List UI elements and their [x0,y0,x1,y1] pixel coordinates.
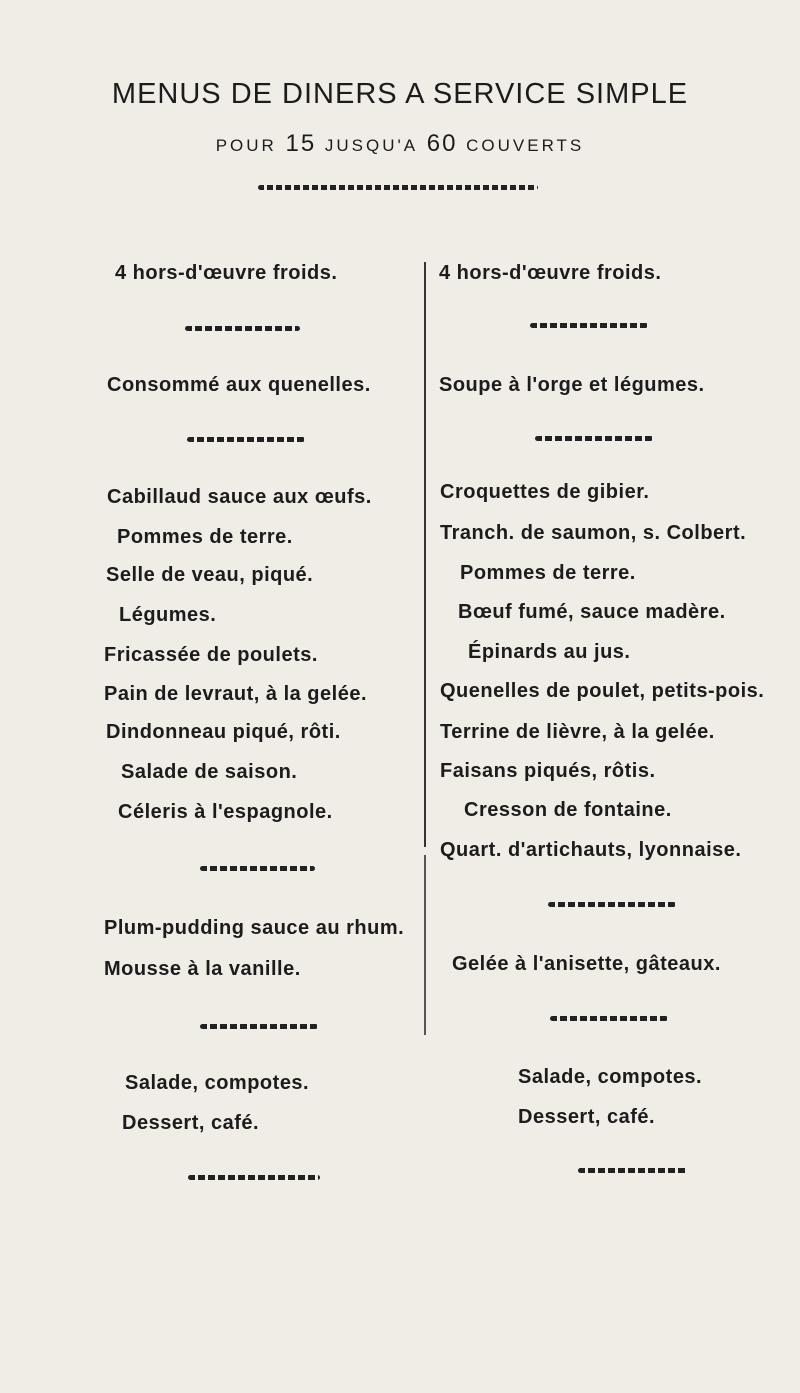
subtitle-max-covers: 60 [426,130,458,157]
menu-item: Cresson de fontaine. [464,799,672,821]
menu-item: 4 hors-d'œuvre froids. [439,262,662,284]
menu-item: Quenelles de poulet, petits-pois. [440,680,765,702]
course-divider [187,437,305,442]
menu-item: Tranch. de saumon, s. Colbert. [440,522,747,544]
course-divider [550,1016,668,1021]
menu-item: Selle de veau, piqué. [106,564,314,586]
subtitle-min-covers: 15 [285,130,317,157]
subtitle-couverts: COUVERTS [466,136,585,155]
subtitle-jusqu: JUSQU'A [324,136,419,155]
course-divider [578,1168,688,1173]
menu-item: Fricassée de poulets. [104,644,318,666]
menu-item: Cabillaud sauce aux œufs. [107,486,372,508]
menu-item: Pommes de terre. [460,562,636,584]
column-divider [424,262,426,847]
menu-item: Terrine de lièvre, à la gelée. [440,721,715,743]
menu-item: Consommé aux quenelles. [107,374,371,396]
menu-item: Quart. d'artichauts, lyonnaise. [440,839,742,861]
menu-item: 4 hors-d'œuvre froids. [115,262,338,284]
menu-item: Mousse à la vanille. [104,958,301,980]
menu-item: Croquettes de gibier. [440,481,650,503]
menu-item: Légumes. [119,604,217,626]
menu-item: Soupe à l'orge et légumes. [439,374,705,396]
page-title: MENUS DE DINERS A SERVICE SIMPLE [111,78,689,110]
course-divider [188,1175,320,1180]
course-divider [535,436,653,441]
menu-item: Dessert, café. [518,1106,656,1128]
menu-item: Salade, compotes. [518,1066,703,1088]
title-divider [258,185,538,190]
page-subtitle [0,130,800,158]
course-divider [548,902,676,907]
subtitle-pour: POUR [215,136,277,155]
menu-item: Céleris à l'espagnole. [118,801,333,823]
course-divider [530,323,648,328]
column-divider-lower [424,855,426,1035]
menu-item: Gelée à l'anisette, gâteaux. [452,953,721,975]
menu-item: Bœuf fumé, sauce madère. [458,601,726,623]
menu-item: Pommes de terre. [117,526,293,548]
menu-item: Salade de saison. [121,761,298,783]
menu-item: Pain de levraut, à la gelée. [104,683,368,705]
menu-item: Épinards au jus. [468,641,631,663]
course-divider [200,866,315,871]
menu-item: Dindonneau piqué, rôti. [106,721,341,743]
menu-item: Salade, compotes. [125,1072,310,1094]
course-divider [185,326,300,331]
menu-item: Plum-pudding sauce au rhum. [104,917,405,939]
menu-item: Faisans piqués, rôtis. [440,760,656,782]
menu-item: Dessert, café. [122,1112,260,1134]
course-divider [200,1024,318,1029]
